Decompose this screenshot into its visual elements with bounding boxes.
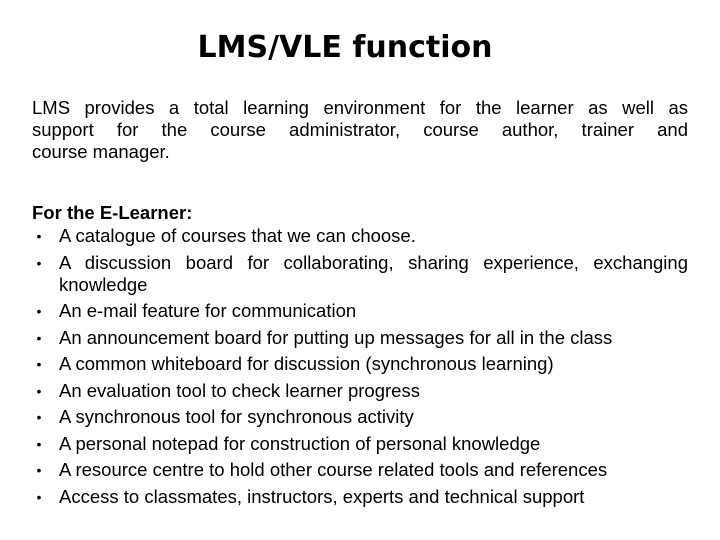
bullet-icon: • (36, 329, 42, 346)
bullet-text: A synchronous tool for synchronous activity (59, 406, 414, 427)
slide-title: LMS/VLE function (197, 30, 493, 65)
bullet-text: A catalogue of courses that we can choose. (59, 225, 416, 246)
bullet-text: A common whiteboard for discussion (synchronous learning) (59, 353, 554, 374)
bullet-item (32, 225, 688, 247)
bullet-item (32, 353, 688, 375)
bullet-text: An announcement board for putting up messages for all in the class (59, 326, 613, 348)
bullet-item (32, 252, 688, 296)
intro-line: support for the course administrator, course author, trainer and (32, 119, 688, 140)
bullet-item (32, 380, 688, 402)
intro-line: LMS provides a total learning environment for the learner as well as (32, 97, 688, 118)
bullet-text: A resource centre to hold other course related tools and references (59, 459, 608, 480)
bullet-icon: • (36, 356, 42, 372)
bullet-icon: • (36, 228, 42, 244)
bullet-icon: • (36, 462, 42, 478)
bullet-text: A personal notepad for construction of personal knowledge (59, 432, 541, 454)
bullet-list (32, 225, 688, 512)
bullet-item (32, 300, 688, 322)
bullet-icon: • (36, 254, 42, 271)
bullet-icon: • (36, 435, 42, 452)
bullet-item (32, 327, 688, 349)
bullet-text: An e-mail feature for communication (59, 300, 357, 321)
bullet-icon: • (36, 382, 42, 399)
intro-line: course manager. (32, 141, 170, 162)
bullet-text: A discussion board for collaborating, sharing experience, exchanging knowledge (59, 251, 688, 295)
intro-paragraph (32, 97, 688, 163)
bullet-item (32, 433, 688, 455)
bullet-icon: • (36, 409, 42, 425)
bullet-text: Access to classmates, instructors, experts and technical support (59, 485, 585, 507)
bullet-text: An evaluation tool to check learner progress (59, 379, 420, 401)
section-heading: For the E-Learner: (32, 202, 193, 223)
bullet-icon: • (36, 303, 42, 319)
bullet-item (32, 406, 688, 428)
bullet-item (32, 459, 688, 481)
bullet-item (32, 486, 688, 508)
bullet-icon: • (36, 488, 42, 505)
